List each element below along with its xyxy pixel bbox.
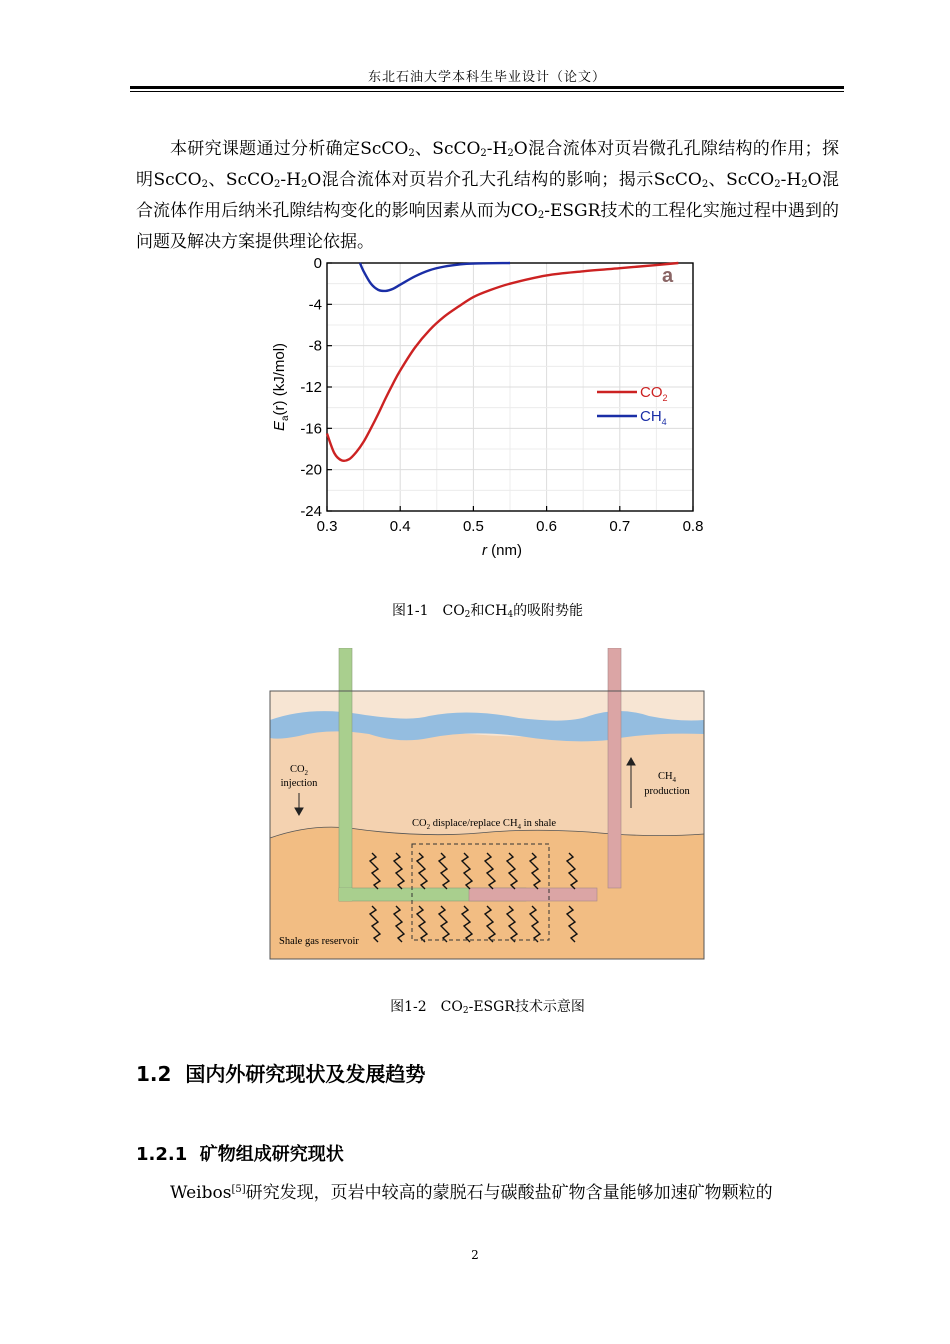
section-heading: 1.2 国内外研究现状及发展趋势 xyxy=(136,1062,426,1086)
x-tick-label: 0.7 xyxy=(609,518,631,535)
x-tick-labels xyxy=(317,518,704,535)
running-header: 东北石油大学本科生毕业设计（论文） xyxy=(367,70,606,85)
header-rule-thick xyxy=(130,86,844,89)
y-tick-labels xyxy=(300,255,322,520)
x-tick-label: 0.8 xyxy=(682,518,704,535)
figure-1-2-caption: 图1-2 $CO_2$-ESGR技术示意图 xyxy=(390,999,585,1016)
x-axis-label: r (nm) xyxy=(482,542,522,559)
header-rule-thin xyxy=(130,91,844,92)
y-tick-label: -16 xyxy=(300,420,322,438)
production-well-vertical xyxy=(608,648,621,888)
series-line-co2 xyxy=(327,263,678,461)
x-tick-label: 0.5 xyxy=(462,518,484,535)
displacement-label: $CO_2$ displace/replace $CH_4$ in shale xyxy=(411,818,557,831)
ch4-production-label: $CH_4$ xyxy=(657,771,677,784)
body-paragraph-2: Weibos[5]研究发现，页岩中较高的蒙脱石与碳酸盐矿物含量能够加速矿物颗粒的 xyxy=(170,1183,773,1203)
injection-well-vertical xyxy=(339,648,352,901)
y-tick-label: -24 xyxy=(300,503,322,520)
production-well-horizontal xyxy=(469,888,597,901)
y-tick-label: -4 xyxy=(308,296,322,314)
series-layer xyxy=(327,263,678,461)
y-tick-label: 0 xyxy=(313,255,322,272)
page-number: 2 xyxy=(471,1248,479,1262)
legend-label: $CH_4$ xyxy=(640,408,667,427)
body-paragraph-1: 本研究课题通过分析确定ScCO$_2$、$ScCO_2-H_2O$混合流体对页岩微孔孔隙结构的作用；探明ScCO$_2$、$ScCO_2-H_2O$混合流体对页岩介孔大孔结构的影响；揭示ScCO$_2$、$ScCO_2-H_2O$混合流体作用后纳米孔隙结构变化的影响因素从而为$CO_2$-ESGR技术的工程化实施过程中遇到的问题及解决方案提供理论依据。 xyxy=(136,139,839,252)
reservoir-label: Shale gas reservoir xyxy=(279,936,359,947)
x-tick-label: 0.3 xyxy=(316,518,338,535)
figure-1-1-caption: 图1-1 $CO_2$和$CH_4$的吸附势能 xyxy=(391,603,584,620)
panel-label: a xyxy=(662,265,674,287)
co2-esgr-schematic xyxy=(269,648,705,960)
y-tick-label: -12 xyxy=(300,379,322,396)
chart-legend xyxy=(597,384,668,427)
y-tick-label: -20 xyxy=(300,461,322,479)
adsorption-potential-chart xyxy=(262,252,712,562)
injection-well-joint xyxy=(339,888,352,901)
subsection-heading: 1.2.1 矿物组成研究现状 xyxy=(136,1144,344,1165)
x-tick-label: 0.6 xyxy=(536,518,558,535)
legend-label: $CO_2$ xyxy=(640,384,668,403)
citation-ref: [5] xyxy=(231,1184,246,1195)
chart-grid xyxy=(327,263,693,511)
y-axis-label: $E_a(r)$ (kJ/mol) xyxy=(271,342,291,432)
production-label: production xyxy=(644,786,690,797)
y-tick-label: -8 xyxy=(308,337,322,355)
x-tick-label: 0.4 xyxy=(389,518,411,535)
co2-injection-label: $CO_2$ xyxy=(289,764,309,777)
series-line-ch4 xyxy=(360,263,510,291)
injection-label: injection xyxy=(280,778,318,789)
